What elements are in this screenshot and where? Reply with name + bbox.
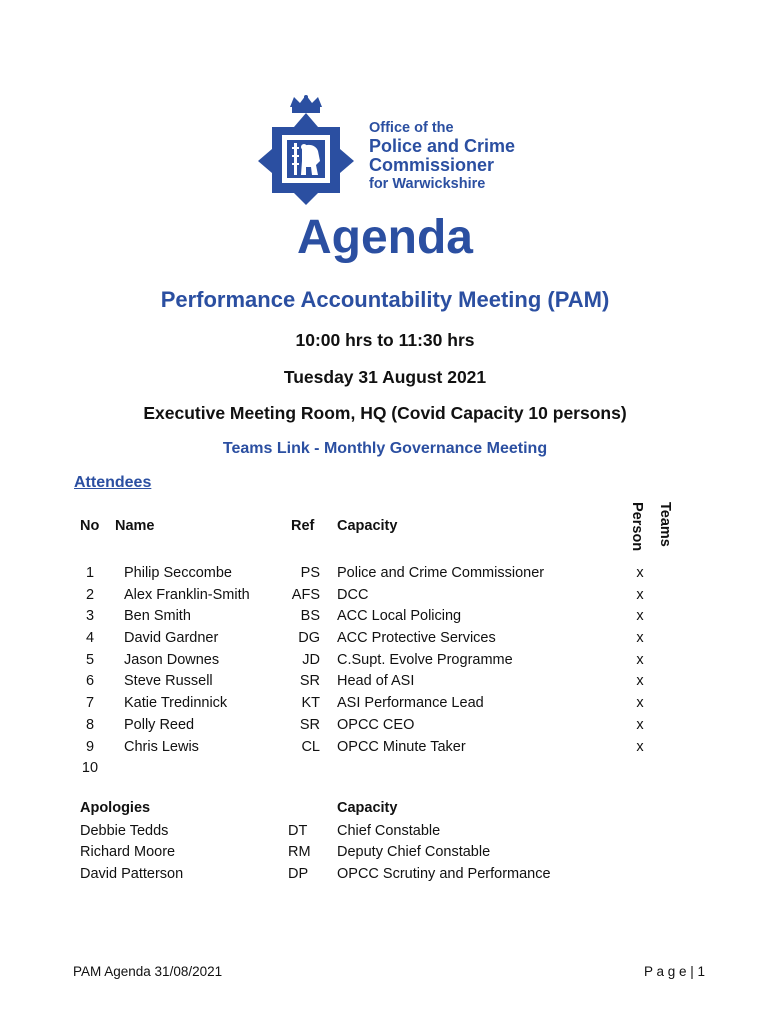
apology-ref: DP [288,866,309,882]
row-ref: DG [298,630,320,646]
row-no: 2 [85,587,95,603]
logo-line-2: Police and Crime [369,136,516,156]
row-person-mark: x [636,587,644,603]
row-capacity: ACC Protective Services [337,630,496,646]
row-person-mark: x [636,630,644,646]
row-ref: BS [300,608,320,624]
logo-line-4: for Warwickshire [369,176,486,192]
row-capacity: ACC Local Policing [337,608,462,624]
header-name: Name [115,518,155,534]
footer-page-number: P a g e | 1 [643,964,705,979]
row-person-mark: x [636,673,644,689]
meeting-location: Executive Meeting Room, HQ (Covid Capacity 10 persons) [143,403,627,423]
row-no: 8 [85,717,95,733]
row-ref: JD [302,652,320,668]
row-name: Jason Downes [124,652,220,668]
row-no: 7 [85,695,95,711]
table-row [0,739,770,761]
row-capacity: Police and Crime Commissioner [337,565,545,581]
logo-line-3: Commissioner [369,155,495,175]
row-capacity: ASI Performance Lead [337,695,484,711]
table-row [0,673,770,695]
row-name: Ben Smith [124,608,191,624]
row-no: 3 [85,608,95,624]
table-row [0,760,770,782]
apology-capacity: Chief Constable [337,823,441,839]
row-ref: SR [299,673,320,689]
opcc-logo-emblem [254,95,358,205]
header-ref: Ref [291,518,315,534]
row-ref: PS [300,565,320,581]
apologies-capacity-heading: Capacity [337,800,398,816]
row-name: Chris Lewis [124,739,199,755]
row-name: Katie Tredinnick [124,695,228,711]
row-ref: KT [301,695,320,711]
opcc-logo-text [369,119,515,193]
apologies-heading: Apologies [80,800,151,816]
table-row [0,630,770,652]
row-no: 4 [85,630,95,646]
header-person: Person [629,502,645,552]
logo-line-1: Office of the [369,120,454,136]
meeting-date: Tuesday 31 August 2021 [283,367,487,387]
apology-capacity: Deputy Chief Constable [337,844,491,860]
row-capacity: DCC [337,587,369,603]
row-person-mark: x [636,695,644,711]
row-capacity: OPCC Minute Taker [337,739,466,755]
apology-name: David Patterson [80,866,184,882]
row-ref: SR [299,717,320,733]
apology-capacity: OPCC Scrutiny and Performance [337,866,551,882]
table-row [0,652,770,674]
page-title: Agenda [296,211,473,264]
row-no: 9 [85,739,95,755]
row-person-mark: x [636,652,644,668]
table-row [0,608,770,630]
apology-ref: RM [288,844,311,860]
header-teams: Teams [657,502,673,547]
table-row [0,695,770,717]
row-name: Alex Franklin-Smith [124,587,250,603]
row-ref: CL [301,739,320,755]
apology-name: Richard Moore [80,844,176,860]
header-capacity: Capacity [337,518,398,534]
table-row [0,587,770,609]
row-person-mark: x [636,608,644,624]
row-person-mark: x [636,717,644,733]
header-no: No [80,518,100,534]
table-row [0,717,770,739]
apology-name: Debbie Tedds [80,823,169,839]
row-person-mark: x [636,565,644,581]
row-name: Steve Russell [124,673,213,689]
row-no: 10 [81,760,99,776]
row-person-mark: x [636,739,644,755]
meeting-subtitle: Performance Accountability Meeting (PAM) [160,287,610,312]
row-capacity: C.Supt. Evolve Programme [337,652,513,668]
attendees-heading: Attendees [74,474,152,491]
apology-ref: DT [288,823,308,839]
meeting-time: 10:00 hrs to 11:30 hrs [295,330,475,350]
row-ref: AFS [291,587,320,603]
row-name: Polly Reed [124,717,195,733]
teams-link[interactable]: Teams Link - Monthly Governance Meeting [222,440,548,457]
row-no: 6 [85,673,95,689]
row-capacity: OPCC CEO [337,717,415,733]
row-name: Philip Seccombe [124,565,232,581]
row-no: 1 [85,565,95,581]
footer-document-title: PAM Agenda 31/08/2021 [73,964,223,979]
table-row [0,565,770,587]
row-no: 5 [85,652,95,668]
row-capacity: Head of ASI [337,673,415,689]
row-name: David Gardner [124,630,219,646]
